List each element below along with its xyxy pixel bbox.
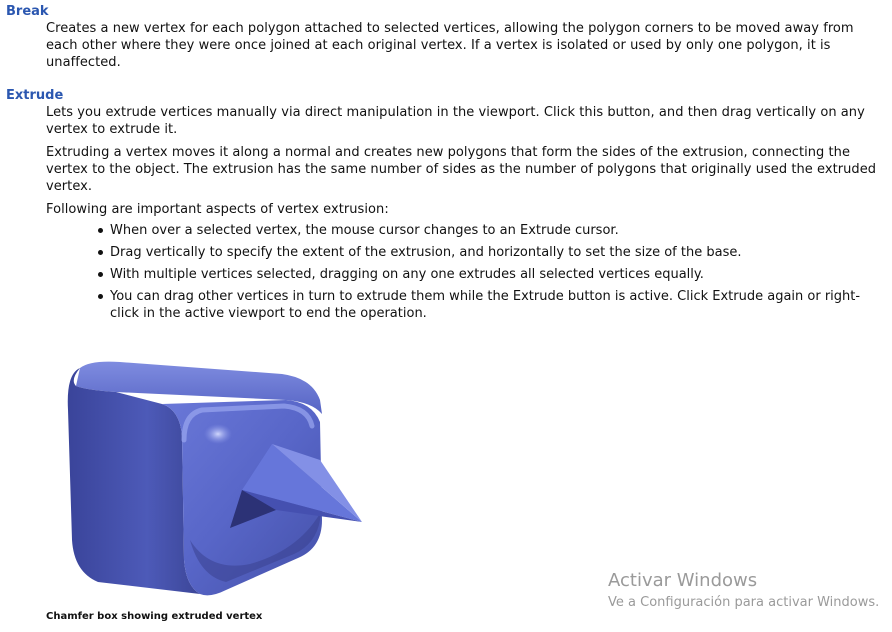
bullet-icon: [98, 294, 103, 299]
specular-highlight: [204, 424, 232, 444]
bullet-icon: [98, 250, 103, 255]
break-heading: Break: [6, 4, 49, 19]
list-item: [96, 222, 876, 239]
bullet-icon: [98, 272, 103, 277]
extrude-paragraph-2: Extruding a vertex moves it along a normal and creates new polygons that form the sides of the extrusion, connecting the vertex to the object. The extrusion has the same number of sides as the number of polygons that originally used the extruded vertex.: [46, 145, 877, 194]
activation-watermark-title: Activar Windows: [608, 570, 758, 591]
list-item: [96, 266, 876, 283]
box-left-face: [68, 368, 200, 594]
list-item: [96, 288, 876, 322]
activation-watermark-subtitle: Ve a Configuración para activar Windows.: [608, 595, 880, 610]
figure-caption: Chamfer box showing extruded vertex: [46, 611, 263, 622]
list-item-text: You can drag other vertices in turn to extrude them while the Extrude button is active. Click Extrude again or right-click in the active viewport to end the operation.: [110, 289, 861, 321]
bullet-icon: [98, 228, 103, 233]
chamfer-box-illustration: [50, 350, 380, 600]
extrude-paragraph-3: Following are important aspects of vertex extrusion:: [46, 202, 389, 217]
extrude-paragraph-1: Lets you extrude vertices manually via direct manipulation in the viewport. Click this button, and then drag vertically on any vertex to extrude it.: [46, 105, 865, 137]
list-item: [96, 244, 876, 261]
extrude-aspects-list: [96, 222, 876, 322]
list-item-text: Drag vertically to specify the extent of the extrusion, and horizontally to set the size of the base.: [110, 245, 742, 260]
list-item-text: With multiple vertices selected, dragging on any one extrudes all selected vertices equally.: [110, 267, 704, 282]
list-item-text: When over a selected vertex, the mouse cursor changes to an Extrude cursor.: [110, 223, 619, 238]
break-description: Creates a new vertex for each polygon attached to selected vertices, allowing the polygon corners to be moved away from each other where they were once joined at each original vertex. If a vertex is isolated or used by only one polygon, it is unaffected.: [46, 21, 854, 70]
extrude-heading: Extrude: [6, 88, 64, 103]
